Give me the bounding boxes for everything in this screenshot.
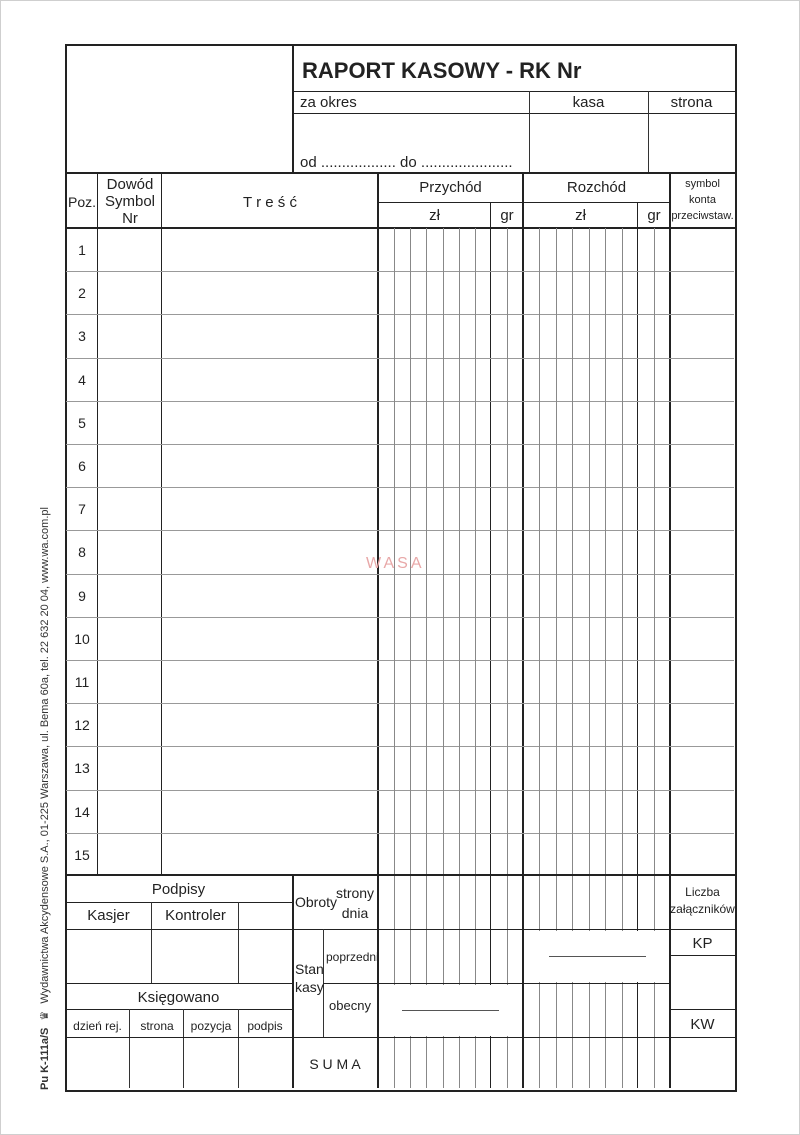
col-doc-line1: Dowód (106, 176, 154, 193)
previous-balance-line (549, 956, 646, 957)
to-field[interactable]: ...................... (420, 154, 513, 171)
divider (65, 929, 292, 930)
col-expense-gr: gr (647, 207, 661, 224)
divider (670, 955, 735, 956)
row-number: 4 (78, 371, 86, 388)
digit-column-line (539, 228, 540, 875)
sum-label: S U M A (309, 1056, 361, 1072)
divider (238, 1009, 239, 1088)
digit-column-line (475, 875, 476, 1088)
signature-label: podpis (247, 1019, 283, 1033)
divider (529, 91, 530, 172)
to-label: do (400, 154, 417, 171)
row-number: 3 (78, 328, 86, 345)
col-expense: Rozchód (566, 179, 627, 196)
reg-day-label: dzień rej. (73, 1019, 122, 1033)
col-doc (98, 176, 162, 227)
publisher-side-text (38, 507, 51, 1090)
turnover-label: Obroty (295, 894, 338, 910)
signatures-label: Podpisy (151, 881, 206, 898)
col-income: Przychód (419, 179, 482, 196)
page-num-label: strona (140, 1019, 174, 1033)
row-number: 6 (78, 458, 86, 474)
row-divider (66, 617, 734, 618)
period-label: za okres (300, 94, 357, 111)
row-divider (66, 746, 734, 747)
kp-label: KP (692, 935, 713, 952)
divider (490, 875, 491, 1088)
table-row[interactable] (98, 228, 670, 271)
divider (670, 1009, 735, 1010)
current-balance-line (402, 1010, 499, 1011)
digit-column-line (507, 228, 508, 875)
publisher-info: Wydawnictwa Akcydensowe S.A., 01-225 Warszawa, ul. Bema 60a, tel. 22 632 20 04, www.wa.com.pl (39, 507, 51, 1004)
divider (65, 902, 292, 903)
divider (378, 983, 670, 984)
digit-column-line (426, 228, 427, 875)
table-row[interactable] (98, 574, 670, 617)
page-label: strona (670, 94, 713, 111)
row-divider (66, 314, 734, 315)
form-code: Pu K-111a/S (39, 1027, 51, 1090)
row-divider (66, 271, 734, 272)
row-number: 14 (74, 803, 90, 820)
from-label: od (300, 154, 317, 171)
table-row[interactable] (98, 358, 670, 401)
col-expense-zl: zł (575, 207, 586, 224)
divider (378, 1037, 670, 1038)
row-number: 5 (78, 414, 86, 431)
divider (65, 172, 735, 174)
divider (65, 874, 735, 876)
divider (648, 91, 649, 172)
row-divider (66, 401, 734, 402)
digit-column-line (443, 875, 444, 1088)
col-account: symbol konta przeciwstaw. (671, 178, 734, 222)
divider (292, 91, 735, 92)
table-row[interactable] (98, 746, 670, 789)
publisher-logo-icon: ♛ (39, 1010, 51, 1021)
row-number: 15 (74, 846, 90, 863)
row-divider (66, 444, 734, 445)
kw-label: KW (690, 1016, 715, 1033)
watermark: WASA (366, 555, 425, 572)
divider (151, 902, 152, 983)
cash-state-label: Stan kasy (295, 961, 324, 995)
digit-column-line (426, 875, 427, 1088)
table-row[interactable] (98, 790, 670, 833)
row-number: 13 (74, 760, 90, 777)
digit-column-line (572, 228, 573, 875)
table-row[interactable] (98, 271, 670, 314)
digit-column-line (605, 228, 606, 875)
previous-label: poprzedni (326, 950, 379, 964)
cash-label: kasa (572, 94, 605, 111)
date-range[interactable] (300, 154, 513, 171)
divider (292, 113, 735, 114)
row-number: 10 (74, 630, 90, 647)
digit-column-line (654, 228, 655, 875)
row-divider (66, 833, 734, 834)
digit-column-line (556, 228, 557, 875)
row-divider (66, 574, 734, 575)
digit-column-line (410, 228, 411, 875)
col-content: T r e ś ć (243, 194, 297, 211)
row-number: 7 (78, 501, 86, 518)
table-row[interactable] (98, 487, 670, 530)
table-row[interactable] (98, 703, 670, 746)
table-row[interactable] (98, 401, 670, 444)
table-row[interactable] (98, 833, 670, 876)
row-divider (66, 530, 734, 531)
form-title: RAPORT KASOWY - RK Nr (302, 58, 582, 83)
position-label: pozycja (190, 1019, 232, 1033)
digit-column-line (410, 875, 411, 1088)
row-number: 12 (74, 717, 90, 734)
table-row[interactable] (98, 617, 670, 660)
row-divider (66, 660, 734, 661)
digit-column-line (443, 228, 444, 875)
cashier-label: Kasjer (87, 907, 130, 924)
row-number: 2 (78, 285, 86, 302)
divider (183, 1009, 184, 1088)
col-doc-line2: Symbol (104, 193, 156, 210)
col-income-zl: zł (429, 207, 440, 224)
row-divider (66, 790, 734, 791)
table-row[interactable] (98, 314, 670, 357)
digit-column-line (394, 875, 395, 1088)
divider (378, 929, 670, 930)
table-row[interactable] (98, 660, 670, 703)
from-field[interactable]: .................. (320, 154, 396, 171)
digit-column-line (394, 228, 395, 875)
divider (65, 1037, 292, 1038)
turnover-sub: strony dnia (335, 885, 375, 921)
digit-column-line (459, 228, 460, 875)
controller-label: Kontroler (165, 907, 226, 924)
booked-label: Księgowano (137, 989, 220, 1006)
digit-column-line (475, 228, 476, 875)
digit-column-line (622, 228, 623, 875)
divider (65, 1009, 292, 1010)
row-divider (66, 358, 734, 359)
divider (292, 44, 294, 172)
current-label: obecny (329, 998, 371, 1013)
table-row[interactable] (98, 444, 670, 487)
col-doc-line3: Nr (122, 210, 138, 227)
row-divider (66, 703, 734, 704)
row-number: 9 (78, 587, 86, 604)
divider (670, 1037, 735, 1038)
digit-column-line (589, 228, 590, 875)
divider (129, 1009, 130, 1088)
col-pos: Poz. (67, 194, 96, 210)
divider (65, 983, 292, 984)
row-number: 11 (74, 674, 90, 690)
row-number: 1 (78, 242, 86, 258)
divider (378, 202, 670, 203)
col-income-gr: gr (500, 207, 514, 224)
row-divider (66, 487, 734, 488)
row-number: 8 (78, 544, 86, 561)
attachments-label: Liczba załączników (670, 885, 735, 916)
digit-column-line (507, 875, 508, 1088)
divider (238, 902, 239, 983)
digit-column-line (459, 875, 460, 1088)
